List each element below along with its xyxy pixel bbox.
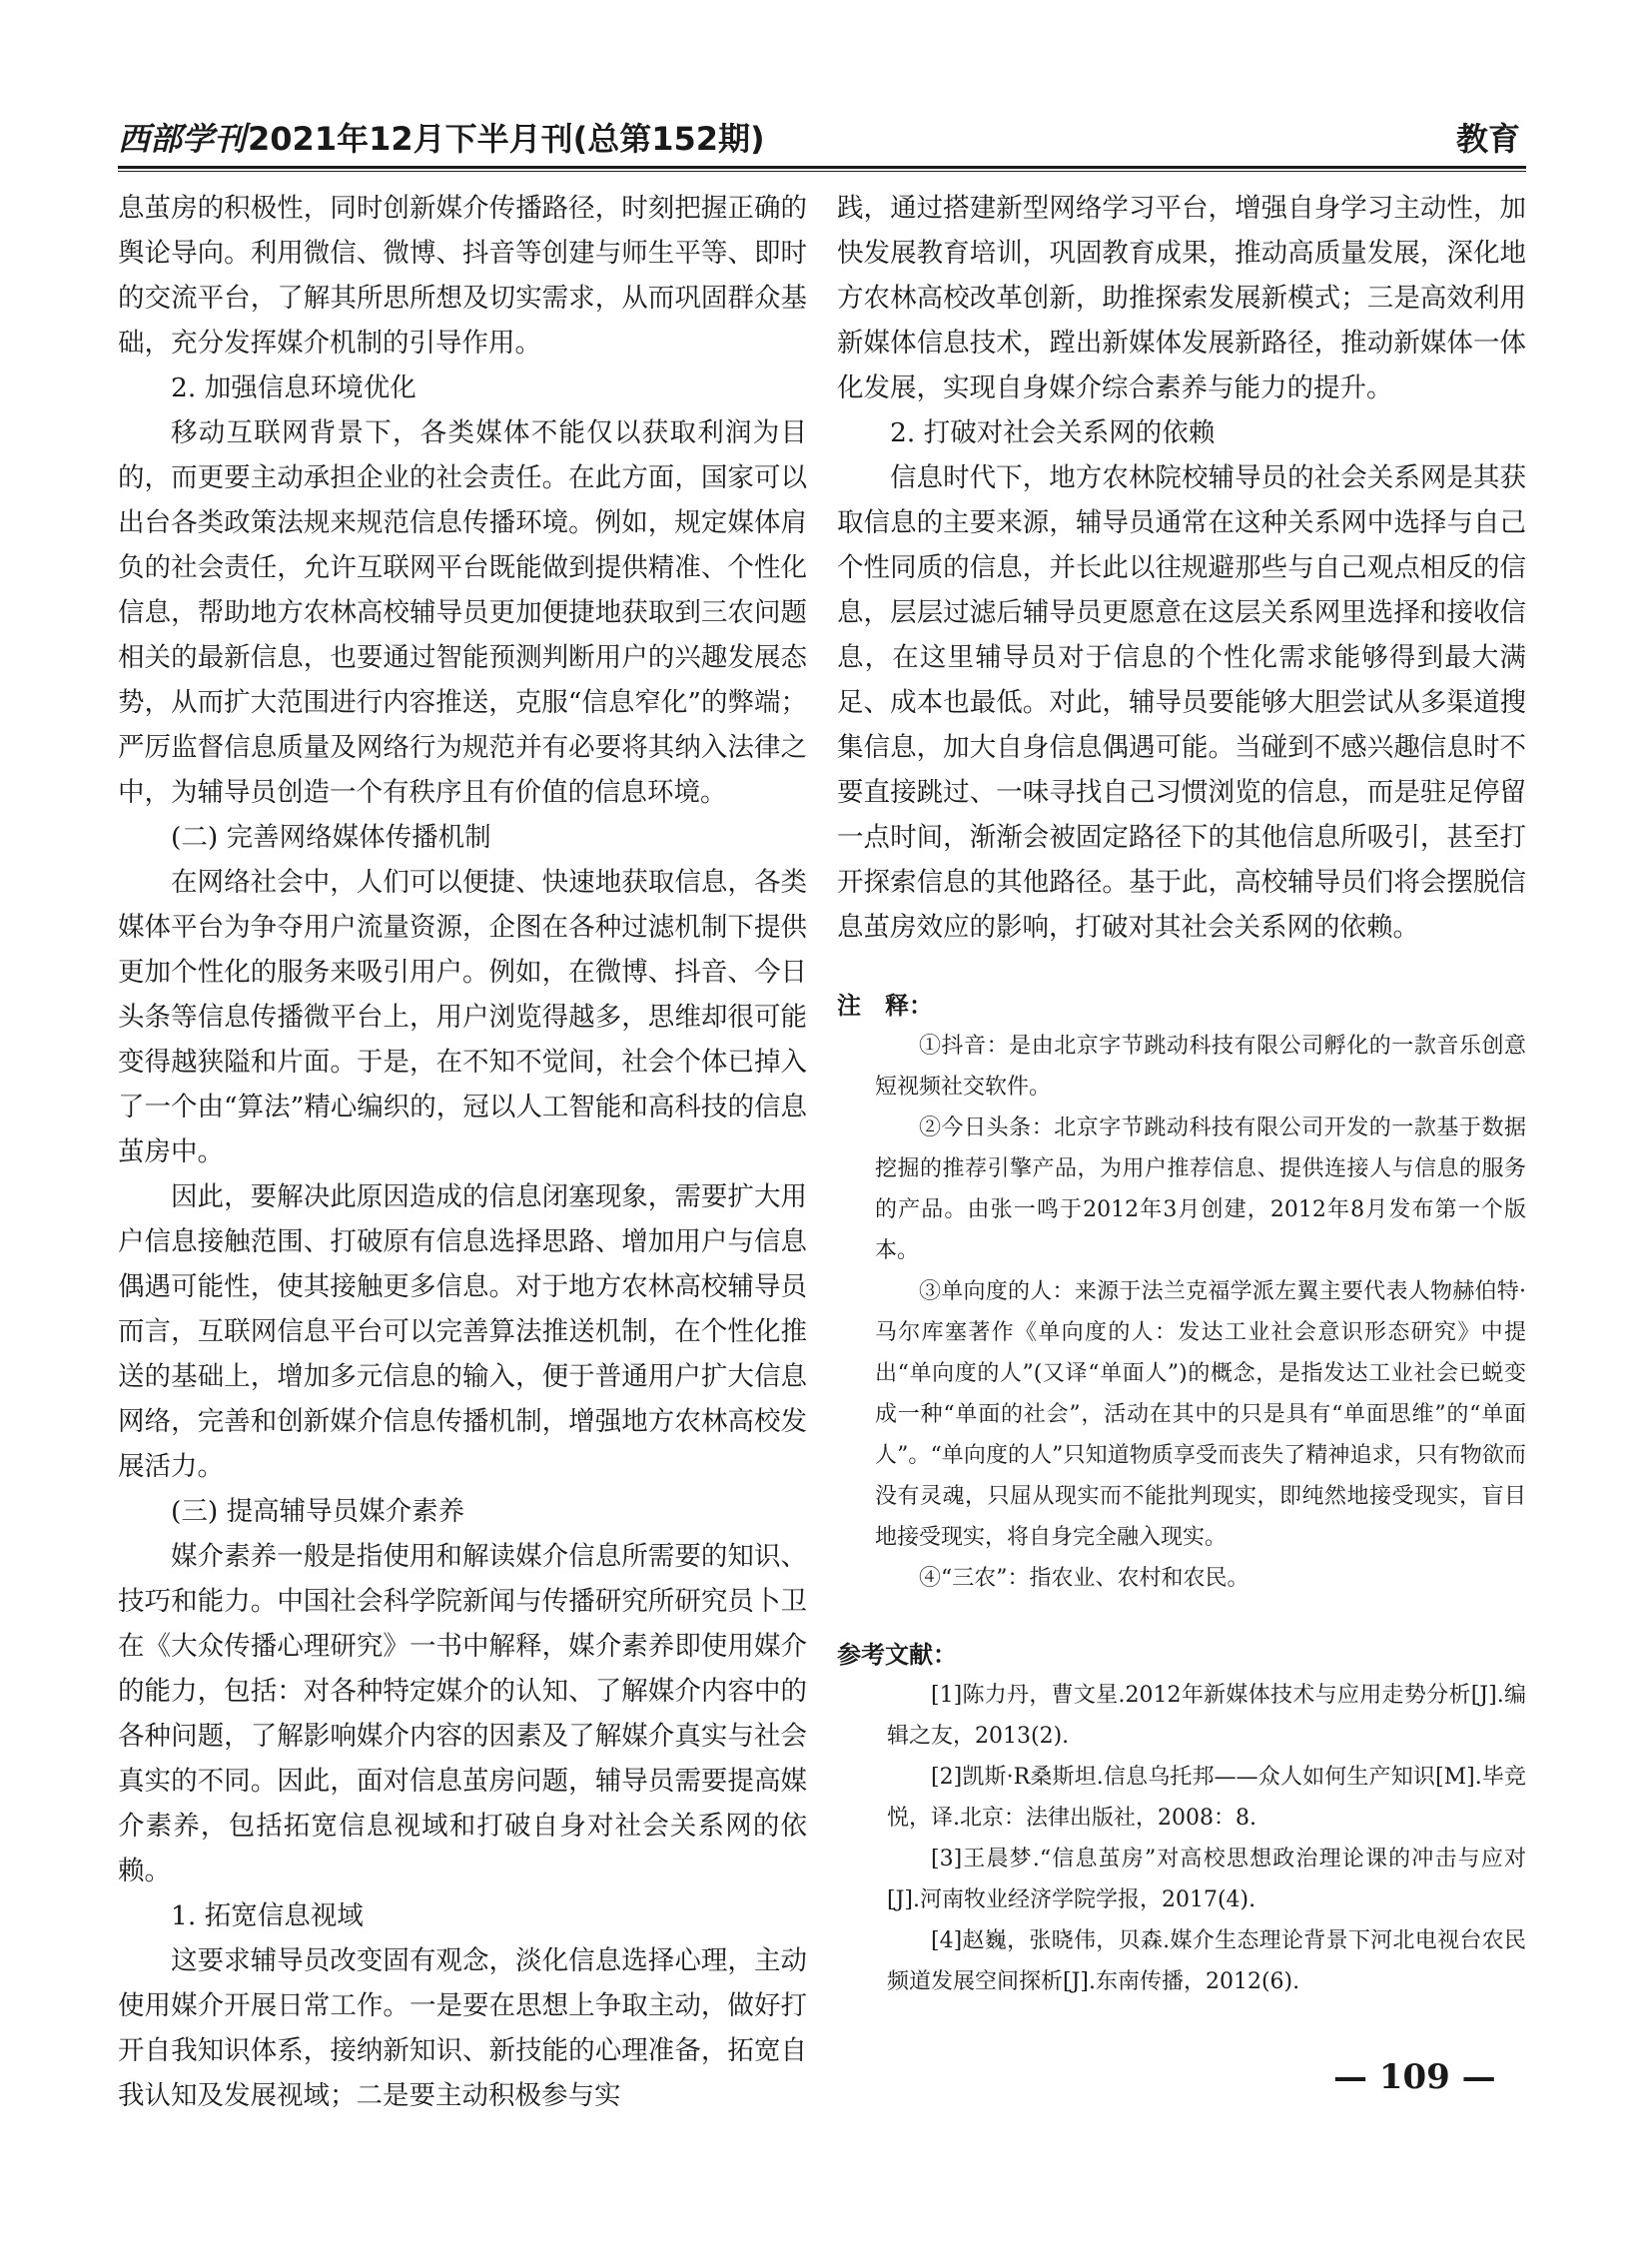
page-number: — 109 — bbox=[1333, 2057, 1496, 2097]
paragraph: 践，通过搭建新型网络学习平台，增强自身学习主动性，加快发展教育培训，巩固教育成果，推动高质量发展，深化地方农林高校改革创新，助推探索发展新模式；三是高效利用新媒体信息技术，蹚出新媒体发展新路径，推动新媒体一体化发展，实现自身媒介综合素养与能力的提升。 bbox=[837, 193, 1526, 403]
notes-title: 注 释： bbox=[837, 992, 933, 1020]
journal-logo: 西部学刊 bbox=[118, 120, 247, 158]
left-column bbox=[118, 186, 807, 2118]
paragraph: 息茧房的积极性，同时创新媒介传播路径，时刻把握正确的舆论导向。利用微信、微博、抖音等创建与师生平等、即时的交流平台，了解其所思所想及切实需求，从而巩固群众基础，充分发挥媒介机制的引导作用。 bbox=[118, 193, 807, 359]
section-heading: (二) 完善网络媒体传播机制 bbox=[171, 822, 491, 853]
journal-issue: 2021年12月下半月刊(总第152期) bbox=[248, 120, 765, 158]
reference-item: [3]王晨梦.“信息茧房”对高校思想政治理论课的冲击与应对[J].河南牧业经济学院学报，2017(4). bbox=[887, 1847, 1526, 1912]
header-divider bbox=[118, 166, 1526, 169]
page-header bbox=[118, 108, 1540, 158]
paragraph: 因此，要解决此原因造成的信息闭塞现象，需要扩大用户信息接触范围、打破原有信息选择思路、增加用户与信息偶遇可能性，使其接触更多信息。对于地方农林高校辅导员而言，互联网信息平台可以完善算法推送机制，在个性化推送的基础上，增加多元信息的输入，便于普通用户扩大信息网络，完善和创新媒介信息传播机制，增强地方农林高校发展活力。 bbox=[118, 1181, 807, 1482]
right-column bbox=[837, 186, 1526, 2002]
section-heading: 2. 加强信息环境优化 bbox=[171, 373, 416, 403]
header-divider-thin bbox=[118, 171, 1526, 172]
right-column-body bbox=[837, 186, 1526, 950]
reference-item: [2]凯斯·R桑斯坦.信息乌托邦——众人如何生产知识[M].毕竞悦，译.北京：法律出版社，2008：8. bbox=[887, 1765, 1526, 1831]
paragraph: 这要求辅导员改变固有观念，淡化信息选择心理，主动使用媒介开展日常工作。一是要在思想上争取主动，做好打开自我知识体系，接纳新知识、新技能的心理准备，拓宽自我认知及发展视域；二是要主动积极参与实 bbox=[118, 1945, 807, 2111]
journal-title bbox=[118, 114, 765, 160]
note-item: ②今日头条：北京字节跳动科技有限公司开发的一款基于数据挖掘的推荐引擎产品，为用户推荐信息、提供连接人与信息的服务的产品。由张一鸣于2012年3月创建，2012年8月发布第一个版本。 bbox=[875, 1116, 1526, 1263]
reference-item: [1]陈力丹，曹文星.2012年新媒体技术与应用走势分析[J].编辑之友，2013(2). bbox=[887, 1683, 1526, 1749]
paragraph: 信息时代下，地方农林院校辅导员的社会关系网是其获取信息的主要来源，辅导员通常在这种关系网中选择与自己个性同质的信息，并长此以往规避那些与自己观点相反的信息，层层过滤后辅导员更愿意在这层关系网里选择和接收信息，在这里辅导员对于信息的个性化需求能够得到最大满足、成本也最低。对此，辅导员要能够大胆尝试从多渠道搜集信息，加大自身信息偶遇可能。当碰到不感兴趣信息时不要直接跳过、一味寻找自己习惯浏览的信息，而是驻足停留一点时间，渐渐会被固定路径下的其他信息所吸引，甚至打开探索信息的其他路径。基于此，高校辅导员们将会摆脱信息茧房效应的影响，打破对其社会关系网的依赖。 bbox=[837, 462, 1526, 943]
section-heading: 2. 打破对社会关系网的依赖 bbox=[890, 417, 1216, 448]
notes-list bbox=[837, 1026, 1526, 1599]
section-heading: 1. 拓宽信息视域 bbox=[171, 1900, 364, 1931]
note-item: ④“三农”：指农业、农村和农民。 bbox=[919, 1566, 1249, 1591]
references-list bbox=[837, 1675, 1526, 2002]
paragraph: 媒介素养一般是指使用和解读媒介信息所需要的知识、技巧和能力。中国社会科学院新闻与传播研究所研究员卜卫在《大众传播心理研究》一书中解释，媒介素养即使用媒介的能力，包括：对各种特定媒介的认知、了解媒介内容中的各种问题，了解影响媒介内容的因素及了解媒介真实与社会真实的不同。因此，面对信息茧房问题，辅导员需要提高媒介素养，包括拓宽信息视域和打破自身对社会关系网的依赖。 bbox=[118, 1541, 807, 1886]
references-title: 参考文献： bbox=[837, 1641, 957, 1669]
note-item: ①抖音：是由北京字节跳动科技有限公司孵化的一款音乐创意短视频社交软件。 bbox=[875, 1034, 1526, 1100]
note-item: ③单向度的人：来源于法兰克福学派左翼主要代表人物赫伯特·马尔库塞著作《单向度的人：发达工业社会意识形态研究》中提出“单向度的人”(又译“单面人”)的概念，是指发达工业社会已蜕变成一种“单面的社会”，活动在其中的只是具有“单面思维”的“单面人”。“单向度的人”只知道物质享受而丧失了精神追求，只有物欲而没有灵魂，只屈从现实而不能批判现实，即纯然地接受现实，盲目地接受现实，将自身完全融入现实。 bbox=[875, 1279, 1526, 1550]
paragraph: 移动互联网背景下，各类媒体不能仅以获取利润为目的，而更要主动承担企业的社会责任。在此方面，国家可以出台各类政策法规来规范信息传播环境。例如，规定媒体肩负的社会责任，允许互联网平台既能做到提供精准、个性化信息，帮助地方农林高校辅导员更加便捷地获取到三农问题相关的最新信息，也要通过智能预测判断用户的兴趣发展态势，从而扩大范围进行内容推送，克服“信息窄化”的弊端；严厉监督信息质量及网络行为规范并有必要将其纳入法律之中，为辅导员创造一个有秩序且有价值的信息环境。 bbox=[118, 417, 807, 808]
section-heading: (三) 提高辅导员媒介素养 bbox=[171, 1496, 465, 1527]
section-label: 教育 bbox=[1455, 120, 1520, 158]
reference-item: [4]赵巍，张晓伟，贝森.媒介生态理论背景下河北电视台农民频道发展空间探析[J].东南传播，2012(6). bbox=[887, 1928, 1526, 1994]
paragraph: 在网络社会中，人们可以便捷、快速地获取信息，各类媒体平台为争夺用户流量资源，企图在各种过滤机制下提供更加个性化的服务来吸引用户。例如，在微博、抖音、今日头条等信息传播微平台上，用户浏览得越多，思维却很可能变得越狭隘和片面。于是，在不知不觉间，社会个体已掉入了一个由“算法”精心编织的，冠以人工智能和高科技的信息茧房中。 bbox=[118, 867, 807, 1167]
